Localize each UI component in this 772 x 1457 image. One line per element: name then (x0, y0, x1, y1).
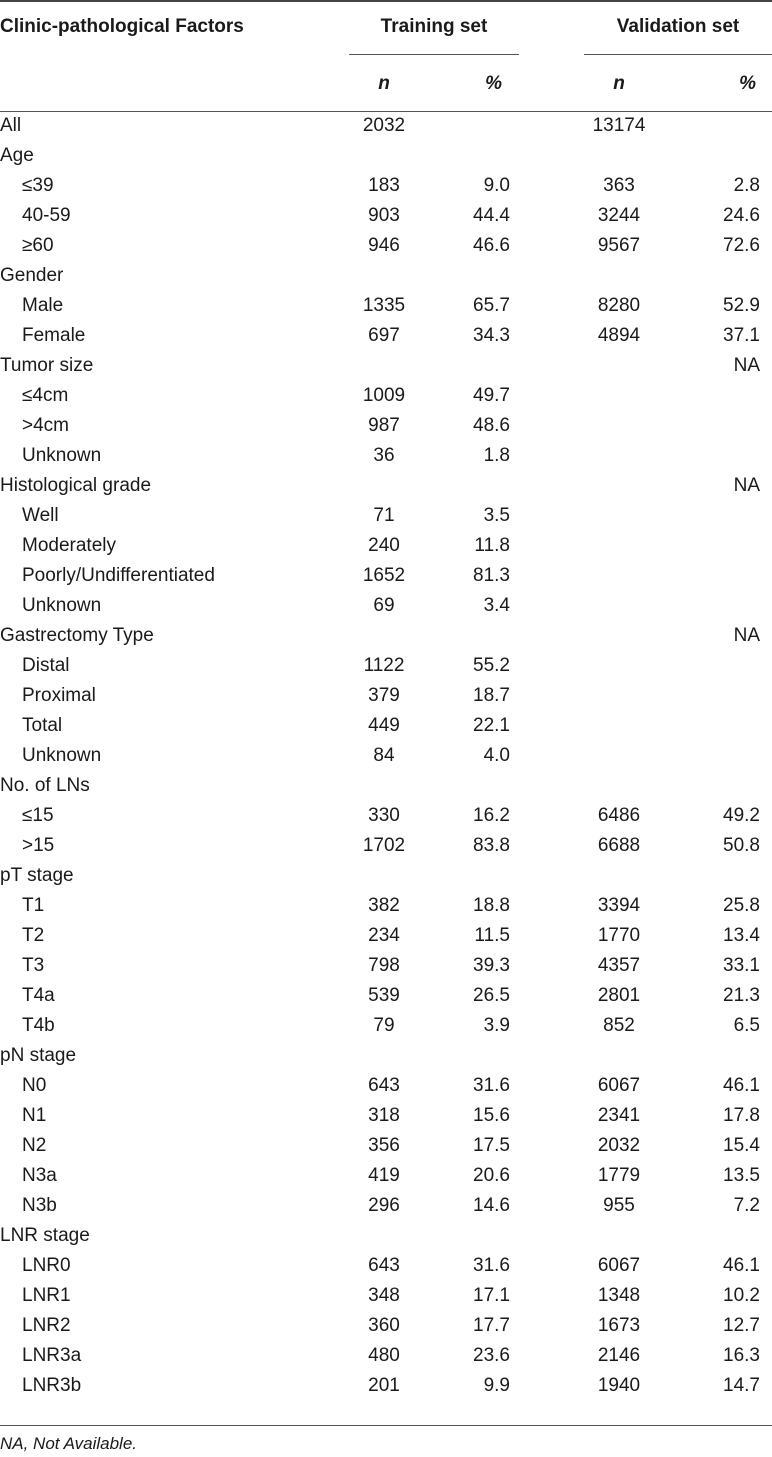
validation-n-cell: 1940 (597, 1375, 641, 1396)
table-body (0, 111, 772, 1401)
training-n-cell: 234 (368, 925, 400, 946)
training-n-cell: 36 (373, 445, 395, 466)
table-row (0, 711, 772, 741)
training-pct-cell: 15.6 (473, 1105, 510, 1126)
header-validation-set: Validation set (616, 16, 740, 37)
training-pct-cell: 31.6 (473, 1075, 510, 1096)
validation-pct-cell: 50.8 (723, 835, 760, 856)
training-n-cell: 539 (368, 985, 400, 1006)
training-n-cell: 183 (368, 175, 400, 196)
row-label: ≥60 (22, 235, 54, 256)
training-n-cell: 643 (368, 1255, 400, 1276)
table-row (0, 1071, 772, 1101)
training-n-cell: 296 (368, 1195, 400, 1216)
header-factors: Clinic-pathological Factors (0, 16, 244, 37)
training-pct-cell: 83.8 (473, 835, 510, 856)
validation-n-cell: 2341 (597, 1105, 641, 1126)
training-pct-cell: 9.9 (483, 1375, 510, 1396)
validation-n-cell: 1348 (597, 1285, 641, 1306)
training-pct-cell: 17.1 (473, 1285, 510, 1306)
table-row (0, 1281, 772, 1311)
validation-pct-cell: 16.3 (723, 1345, 760, 1366)
training-n-cell: 318 (368, 1105, 400, 1126)
table-row (0, 171, 772, 201)
row-label: LNR1 (22, 1285, 71, 1306)
validation-n-cell: 1779 (597, 1165, 641, 1186)
training-pct-cell: 17.5 (473, 1135, 510, 1156)
table-group-row (0, 1221, 772, 1251)
table-row (0, 441, 772, 471)
row-label: N3a (22, 1165, 57, 1186)
validation-pct-cell: 33.1 (723, 955, 760, 976)
table-row (0, 1251, 772, 1281)
row-label: LNR0 (22, 1255, 71, 1276)
training-n-cell: 643 (368, 1075, 400, 1096)
training-n-cell: 382 (368, 895, 400, 916)
row-label: Tumor size (0, 355, 94, 376)
validation-n-cell: 6688 (597, 835, 641, 856)
table-row (0, 1341, 772, 1371)
validation-n-cell: 6067 (597, 1075, 641, 1096)
training-pct-cell: 17.7 (473, 1315, 510, 1336)
training-n-cell: 79 (373, 1015, 395, 1036)
validation-n-cell: 8280 (597, 295, 641, 316)
validation-n-cell: 4357 (597, 955, 641, 976)
training-pct-cell: 3.5 (483, 505, 510, 526)
training-pct-cell: 44.4 (473, 205, 510, 226)
row-label: Histological grade (0, 475, 152, 496)
validation-n-cell: 6067 (597, 1255, 641, 1276)
table-group-row (0, 351, 772, 381)
training-n-cell: 946 (368, 235, 400, 256)
row-label: Gender (0, 265, 64, 286)
validation-pct-cell: 6.5 (733, 1015, 760, 1036)
training-n-cell: 1702 (362, 835, 406, 856)
table-row (0, 531, 772, 561)
validation-n-cell: 2801 (597, 985, 641, 1006)
training-n-cell: 379 (368, 685, 400, 706)
validation-pct-cell: 2.8 (733, 175, 760, 196)
validation-n-cell: 852 (603, 1015, 635, 1036)
table-row (0, 1371, 772, 1401)
training-n-cell: 348 (368, 1285, 400, 1306)
validation-n-cell: 4894 (597, 325, 641, 346)
table-group-row (0, 621, 772, 651)
row-label: No. of LNs (0, 775, 90, 796)
row-label: pN stage (0, 1045, 77, 1066)
validation-pct-cell: 17.8 (723, 1105, 760, 1126)
row-label: T4b (22, 1015, 55, 1036)
row-label: >15 (22, 835, 55, 856)
validation-span-rule (584, 54, 772, 55)
validation-pct-cell: 37.1 (723, 325, 760, 346)
validation-pct-cell: 46.1 (723, 1075, 760, 1096)
training-n-cell: 69 (373, 595, 395, 616)
row-label: Unknown (22, 745, 102, 766)
training-n-cell: 2032 (362, 115, 406, 136)
row-label: Total (22, 715, 63, 736)
validation-pct-cell: 25.8 (723, 895, 760, 916)
table-group-row (0, 471, 772, 501)
table-row (0, 831, 772, 861)
training-pct-cell: 16.2 (473, 805, 510, 826)
validation-n-cell: 363 (603, 175, 635, 196)
row-label: Poorly/Undifferentiated (22, 565, 215, 586)
table-row (0, 1011, 772, 1041)
validation-n-cell: 13174 (592, 115, 646, 136)
training-pct-cell: 9.0 (483, 175, 510, 196)
training-n-cell: 84 (373, 745, 395, 766)
row-label: ≤15 (22, 805, 54, 826)
table-group-row (0, 111, 772, 141)
table-row (0, 591, 772, 621)
row-label: Proximal (22, 685, 96, 706)
row-label: Gastrectomy Type (0, 625, 154, 646)
validation-pct-cell: 15.4 (723, 1135, 760, 1156)
table-row (0, 1161, 772, 1191)
validation-n-cell: 9567 (597, 235, 641, 256)
table-group-row (0, 861, 772, 891)
table-row (0, 321, 772, 351)
training-pct-cell: 11.5 (474, 925, 510, 946)
table-row (0, 1191, 772, 1221)
row-label: Unknown (22, 445, 102, 466)
table-row (0, 981, 772, 1011)
row-label: N3b (22, 1195, 57, 1216)
header-validation-pct: % (739, 73, 756, 94)
training-n-cell: 360 (368, 1315, 400, 1336)
training-n-cell: 240 (368, 535, 400, 556)
row-label: N1 (22, 1105, 47, 1126)
table-row (0, 681, 772, 711)
row-label: LNR3a (22, 1345, 82, 1366)
training-pct-cell: 20.6 (473, 1165, 510, 1186)
row-label: T3 (22, 955, 45, 976)
row-label: N2 (22, 1135, 47, 1156)
training-n-cell: 798 (368, 955, 400, 976)
row-label: Well (22, 505, 59, 526)
training-pct-cell: 49.7 (473, 385, 510, 406)
training-n-cell: 1122 (363, 655, 405, 676)
row-label: N0 (22, 1075, 47, 1096)
row-label: pT stage (0, 865, 74, 886)
row-label: 40-59 (22, 205, 71, 226)
validation-pct-cell: 52.9 (723, 295, 760, 316)
table-row (0, 1311, 772, 1341)
training-pct-cell: 1.8 (483, 445, 510, 466)
validation-n-cell: 1673 (597, 1315, 641, 1336)
header-training-pct: % (485, 73, 502, 94)
table-top-rule (0, 0, 772, 2)
table-group-row (0, 771, 772, 801)
row-label: LNR2 (22, 1315, 71, 1336)
table-row (0, 921, 772, 951)
validation-n-cell: 3244 (597, 205, 641, 226)
row-label: T1 (22, 895, 45, 916)
training-n-cell: 987 (368, 415, 400, 436)
table-row (0, 501, 772, 531)
table-row (0, 651, 772, 681)
row-label: LNR3b (22, 1375, 82, 1396)
validation-pct-cell: 10.2 (723, 1285, 760, 1306)
training-pct-cell: 14.6 (473, 1195, 510, 1216)
row-label: T4a (22, 985, 55, 1006)
training-n-cell: 201 (368, 1375, 400, 1396)
table-row (0, 891, 772, 921)
row-label: Male (22, 295, 64, 316)
table-row (0, 801, 772, 831)
training-n-cell: 903 (368, 205, 400, 226)
training-n-cell: 356 (368, 1135, 400, 1156)
training-pct-cell: 23.6 (473, 1345, 510, 1366)
table-row (0, 411, 772, 441)
training-pct-cell: 55.2 (473, 655, 510, 676)
validation-pct-cell: 49.2 (723, 805, 760, 826)
validation-pct-cell: 24.6 (723, 205, 760, 226)
training-pct-cell: 11.8 (474, 535, 510, 556)
table-group-row (0, 1041, 772, 1071)
validation-n-cell: 2146 (597, 1345, 641, 1366)
training-pct-cell: 3.4 (483, 595, 510, 616)
training-n-cell: 419 (368, 1165, 400, 1186)
training-pct-cell: 46.6 (473, 235, 510, 256)
validation-n-cell: 3394 (597, 895, 641, 916)
table-row (0, 741, 772, 771)
table-row (0, 291, 772, 321)
row-label: Unknown (22, 595, 102, 616)
row-label: Age (0, 145, 34, 166)
training-pct-cell: 26.5 (473, 985, 510, 1006)
row-label: Female (22, 325, 86, 346)
header-training-set: Training set (380, 16, 488, 37)
table-bottom-rule (0, 1425, 772, 1426)
validation-pct-cell: 46.1 (723, 1255, 760, 1276)
training-pct-cell: 3.9 (483, 1015, 510, 1036)
training-n-cell: 330 (368, 805, 400, 826)
training-n-cell: 1652 (362, 565, 406, 586)
training-n-cell: 1335 (362, 295, 406, 316)
row-label: All (0, 115, 22, 136)
training-pct-cell: 4.0 (483, 745, 510, 766)
validation-n-cell: 6486 (597, 805, 641, 826)
training-n-cell: 697 (368, 325, 400, 346)
validation-pct-cell: 7.2 (733, 1195, 760, 1216)
training-pct-cell: 18.7 (473, 685, 510, 706)
training-n-cell: 1009 (362, 385, 406, 406)
validation-pct-cell: NA (733, 355, 760, 376)
row-label: T2 (22, 925, 45, 946)
validation-pct-cell: 12.7 (723, 1315, 760, 1336)
validation-pct-cell: 13.4 (723, 925, 760, 946)
table-row (0, 381, 772, 411)
validation-pct-cell: NA (733, 625, 760, 646)
training-pct-cell: 18.8 (473, 895, 510, 916)
header-training-n: n (378, 73, 390, 94)
table-row (0, 1131, 772, 1161)
table-row (0, 231, 772, 261)
training-n-cell: 71 (373, 505, 395, 526)
validation-pct-cell: 21.3 (723, 985, 760, 1006)
training-n-cell: 480 (368, 1345, 400, 1366)
training-n-cell: 449 (368, 715, 400, 736)
table-footnote: NA, Not Available. (0, 1434, 138, 1453)
validation-n-cell: 2032 (597, 1135, 641, 1156)
validation-pct-cell: 13.5 (723, 1165, 760, 1186)
table-row (0, 1101, 772, 1131)
row-label: ≤39 (22, 175, 54, 196)
training-pct-cell: 22.1 (473, 715, 510, 736)
validation-pct-cell: 72.6 (723, 235, 760, 256)
table-group-row (0, 141, 772, 171)
training-pct-cell: 39.3 (473, 955, 510, 976)
table-row (0, 201, 772, 231)
row-label: >4cm (22, 415, 69, 436)
training-pct-cell: 81.3 (473, 565, 510, 586)
validation-pct-cell: 14.7 (723, 1375, 760, 1396)
training-span-rule (349, 54, 519, 55)
training-pct-cell: 65.7 (473, 295, 510, 316)
training-pct-cell: 31.6 (473, 1255, 510, 1276)
table-group-row (0, 261, 772, 291)
row-label: ≤4cm (22, 385, 69, 406)
validation-n-cell: 955 (603, 1195, 635, 1216)
row-label: Distal (22, 655, 70, 676)
training-pct-cell: 48.6 (473, 415, 510, 436)
validation-n-cell: 1770 (597, 925, 641, 946)
validation-pct-cell: NA (733, 475, 760, 496)
table-row (0, 951, 772, 981)
row-label: LNR stage (0, 1225, 90, 1246)
table-row (0, 561, 772, 591)
row-label: Moderately (22, 535, 116, 556)
training-pct-cell: 34.3 (473, 325, 510, 346)
header-validation-n: n (613, 73, 625, 94)
